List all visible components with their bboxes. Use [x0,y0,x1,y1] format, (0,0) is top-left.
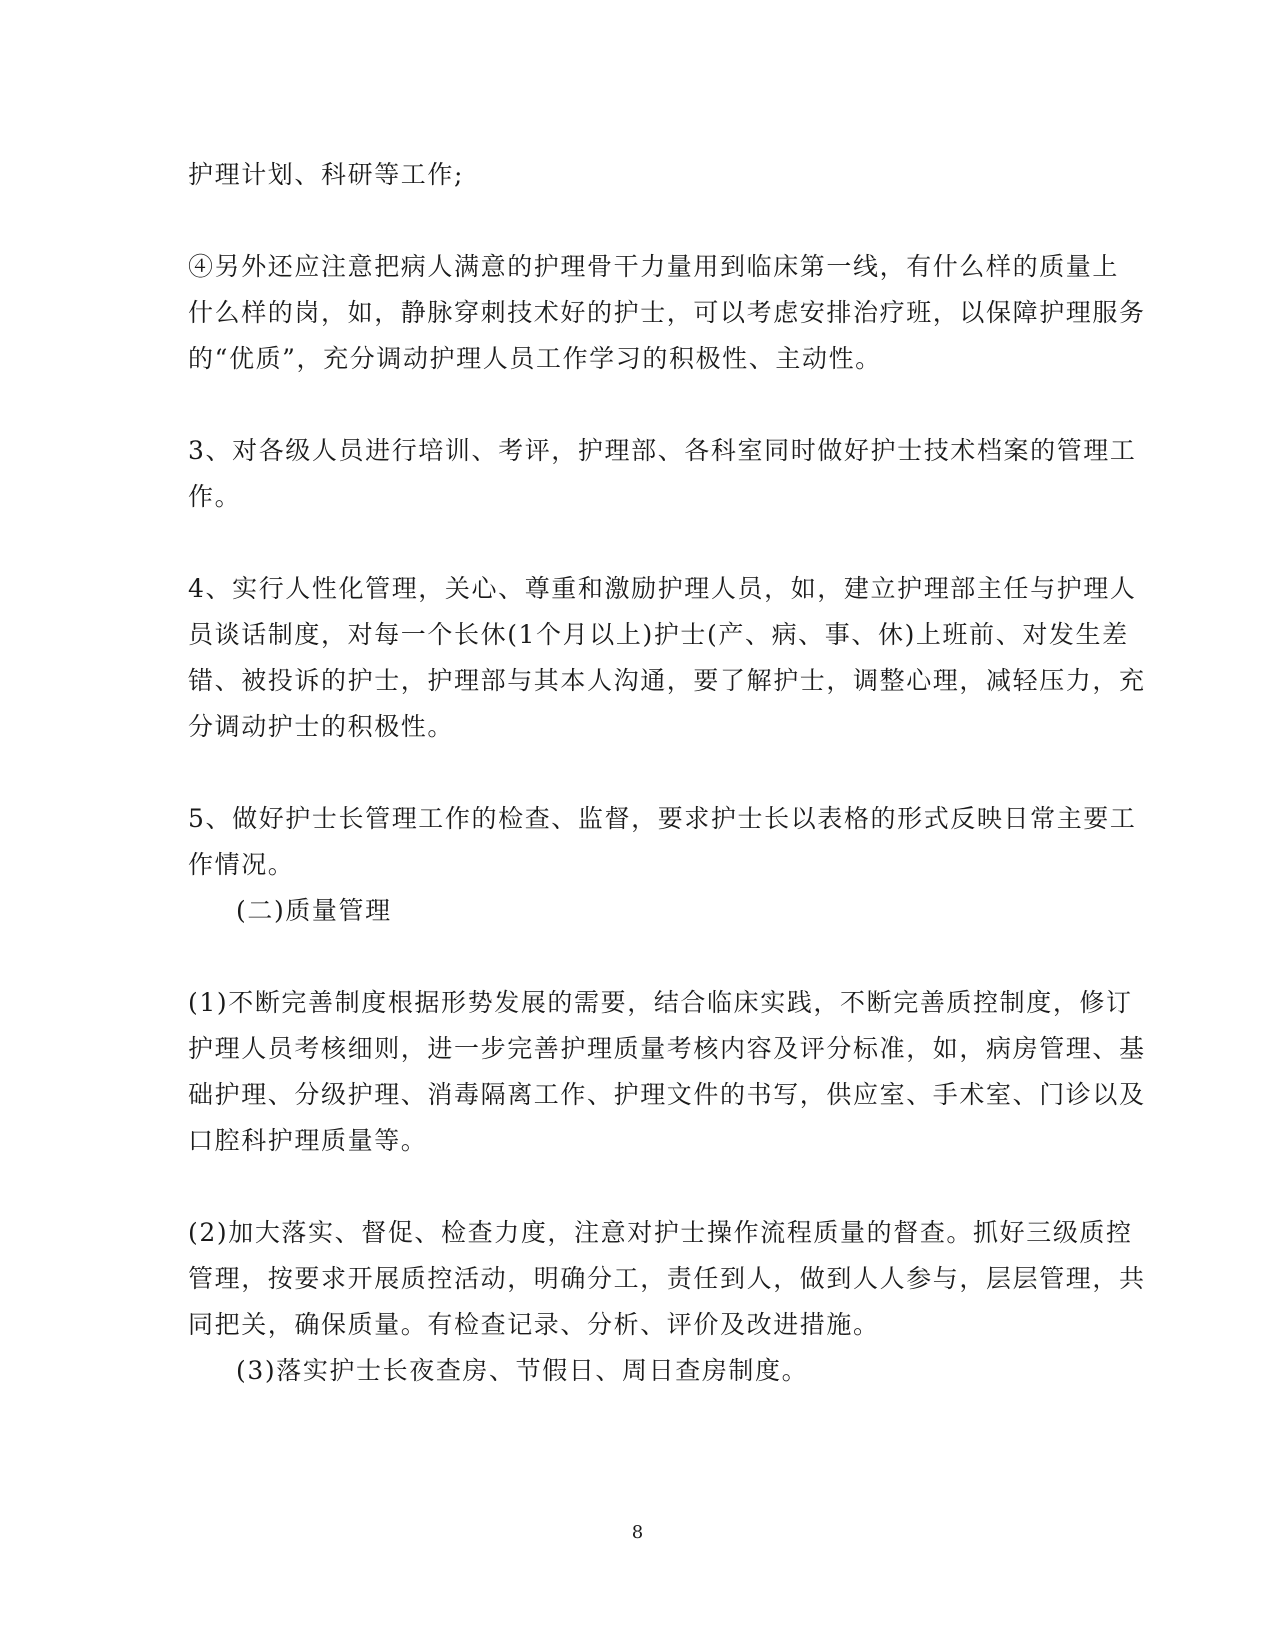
text-line: 什么样的岗，如，静脉穿刺技术好的护士，可以考虑安排治疗班，以保障护理服务 [188,298,1146,327]
text-line: 的“优质”，充分调动护理人员工作学习的积极性、主动性。 [188,344,882,373]
text-line: 作情况。 [188,850,295,879]
text-line: 口腔科护理质量等。 [188,1126,428,1155]
text-line: 管理，按要求开展质控活动，明确分工，责任到人，做到人人参与，层层管理，共 [188,1264,1146,1293]
text-line: 员谈话制度，对每一个长休(1个月以上)护士(产、病、事、休)上班前、对发生差 [188,620,1129,649]
text-line: 同把关，确保质量。有检查记录、分析、评价及改进措施。 [188,1310,880,1339]
text-line: 护理人员考核细则，进一步完善护理质量考核内容及评分标准，如，病房管理、基 [188,1034,1146,1063]
text-line: 护理计划、科研等工作; [188,160,465,189]
page-number: 8 [631,1522,644,1543]
text-line: 4、实行人性化管理，关心、尊重和激励护理人员，如，建立护理部主任与护理人 [188,574,1137,603]
text-line: 分调动护士的积极性。 [188,712,455,741]
text-line: ④另外还应注意把病人满意的护理骨干力量用到临床第一线，有什么样的质量上 [188,252,1120,281]
text-line: (3)落实护士长夜查房、节假日、周日查房制度。 [236,1356,809,1385]
section-heading: (二)质量管理 [236,896,392,925]
text-line: 错、被投诉的护士，护理部与其本人沟通，要了解护士，调整心理，减轻压力，充 [188,666,1146,695]
text-line: 3、对各级人员进行培训、考评，护理部、各科室同时做好护士技术档案的管理工 [188,436,1137,465]
text-line: 础护理、分级护理、消毒隔离工作、护理文件的书写，供应室、手术室、门诊以及 [188,1080,1146,1109]
text-line: 5、做好护士长管理工作的检查、监督，要求护士长以表格的形式反映日常主要工 [188,804,1137,833]
text-line: (1)不断完善制度根据形势发展的需要，结合临床实践，不断完善质控制度，修订 [188,988,1133,1017]
text-line: 作。 [188,482,242,511]
text-line: (2)加大落实、督促、检查力度，注意对护士操作流程质量的督查。抓好三级质控 [188,1218,1133,1247]
